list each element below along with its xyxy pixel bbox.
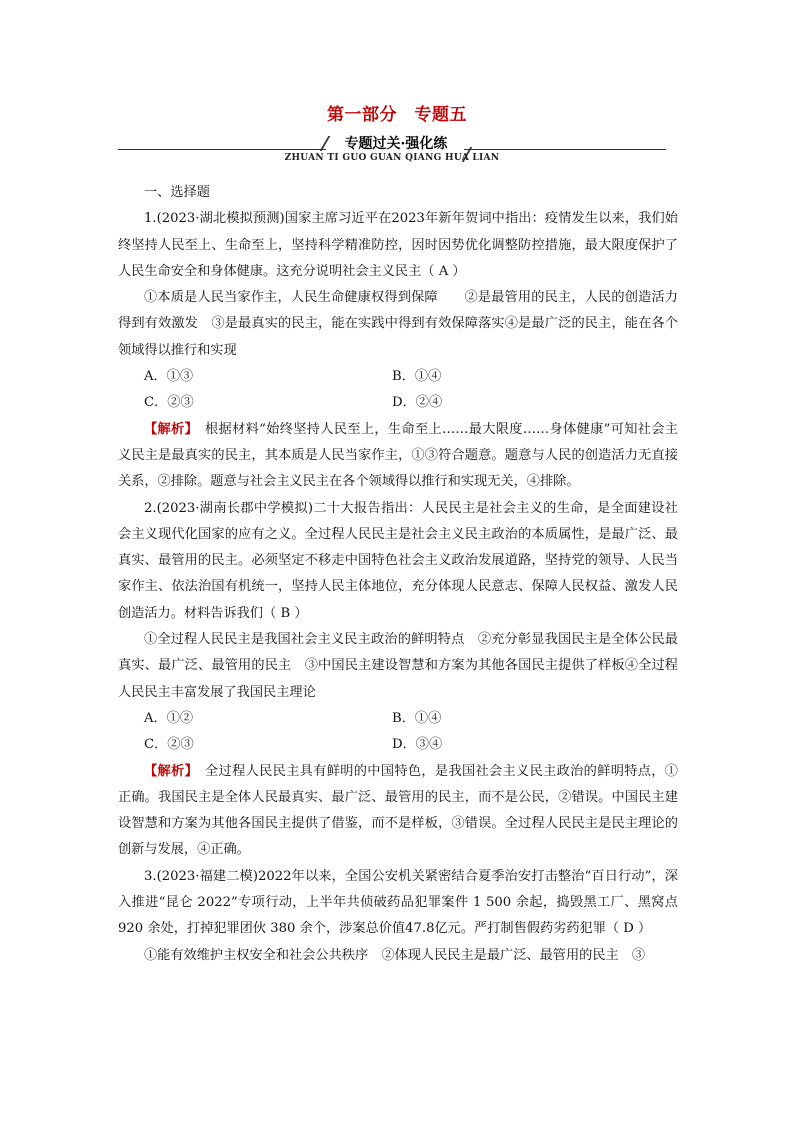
question-2-analysis-text: 全过程人民民主具有鲜明的中国特色，是我国社会主义民主政治的鲜明特点，①正确。我国民主是全体人民最真实、最广泛、最管用的民主，而不是公民，②错误。中国民主建设智慧和方案为其他各国民主提供了借鉴，而不是样板，③错误。全过程人民民主是民主理论的创新与发展，④正确。 bbox=[118, 763, 678, 858]
banner-rule-left bbox=[118, 149, 326, 150]
analysis-label: 【解析】 bbox=[144, 421, 192, 437]
question-1-options-row-1 bbox=[118, 364, 678, 390]
question-2-options-row-2 bbox=[118, 732, 678, 758]
question-2-option-c: C．②③ bbox=[144, 737, 194, 753]
question-2-options-row-1 bbox=[118, 706, 678, 732]
question-1-options-row-2 bbox=[118, 390, 678, 416]
question-1-stem: 1.(2023·湖北模拟预测)国家主席习近平在2023年新年贺词中指出：疫情发生以来，我们始终坚持人民至上、生命至上，坚持科学精准防控，因时因势优化调整防控措施，最大限度保护了人民生命安全和身体健康。这充分说明社会主义民主（ A ） bbox=[118, 211, 678, 279]
question-1-option-b: B．①④ bbox=[392, 369, 442, 385]
document-body bbox=[118, 180, 678, 969]
question-3-stem: 3.(2023·福建二模)2022年以来，全国公安机关紧密结合夏季治安打击整治“百日行动”，深入推进“昆仑 2022”专项行动，上半年共侦破药品犯罪案件 1 500 余起，捣毁黑工厂、黑窝点 920 余处，打掉犯罪团伙 380 余个，涉案总价值47.8亿元。严打制售假药劣药犯罪（ D ） bbox=[118, 868, 678, 937]
question-2-statements: ①全过程人民民主是我国社会主义民主政治的鲜明特点 ②充分彰显我国民主是全体公民最真实、最广泛、最管用的民主 ③中国民主建设智慧和方案为其他各国民主提供了样板④全过程人民民主丰富发展了我国民主理论 bbox=[118, 632, 678, 700]
section-heading: 一、选择题 bbox=[144, 185, 210, 200]
question-1-analysis-text: 根据材料“始终坚持人民至上，生命至上……最大限度……身体健康”可知社会主义民主是最真实的民主，其本质是人民当家作主，①③符合题意。题意与人民的创造活力无直接关系，②排除。题意与社会主义民主在各个领域得以推行和实现无关，④排除。 bbox=[118, 421, 678, 490]
question-1-option-c: C．②③ bbox=[144, 395, 194, 411]
banner-rule-right bbox=[464, 149, 666, 150]
question-2-option-b: B．①④ bbox=[392, 710, 442, 726]
question-1-option-d: D．②④ bbox=[392, 395, 443, 411]
banner-label: 专题过关·强化练 bbox=[344, 136, 448, 152]
page-title: 第一部分 专题五 bbox=[327, 105, 467, 125]
question-1-statements: ①本质是人民当家作主，人民生命健康权得到保障 ②是最管用的民主，人民的创造活力得到有效激发 ③是最真实的民主，能在实践中得到有效保障落实④是最广泛的民主，能在各个领域得以推行和实现 bbox=[118, 290, 678, 358]
banner-pinyin: ZHUAN TI GUO GUAN QIANG HUA LIAN bbox=[284, 153, 500, 163]
question-2-stem: 2.(2023·湖南长郡中学模拟)二十大报告指出：人民民主是社会主义的生命，是全面建设社会主义现代化国家的应有之义。全过程人民民主是社会主义民主政治的本质属性，是最广泛、最真实、最管用的民主。必须坚定不移走中国特色社会主义政治发展道路，坚持党的领导、人民当家作主、依法治国有机统一，坚持人民主体地位，充分体现人民意志、保障人民权益、激发人民创造活力。材料告诉我们（ B ） bbox=[118, 500, 678, 621]
question-3-statements: ①能有效维护主权安全和社会公共秩序 ②体现人民民主是最广泛、最管用的民主 ③ bbox=[144, 947, 646, 963]
question-2-option-d: D．③④ bbox=[392, 737, 443, 753]
question-2-option-a: A．①② bbox=[144, 710, 194, 726]
question-1-option-a: A．①③ bbox=[144, 369, 194, 385]
question-2-analysis bbox=[118, 759, 678, 864]
section-banner bbox=[118, 130, 666, 170]
analysis-label: 【解析】 bbox=[144, 763, 192, 779]
question-1-analysis bbox=[118, 417, 678, 496]
